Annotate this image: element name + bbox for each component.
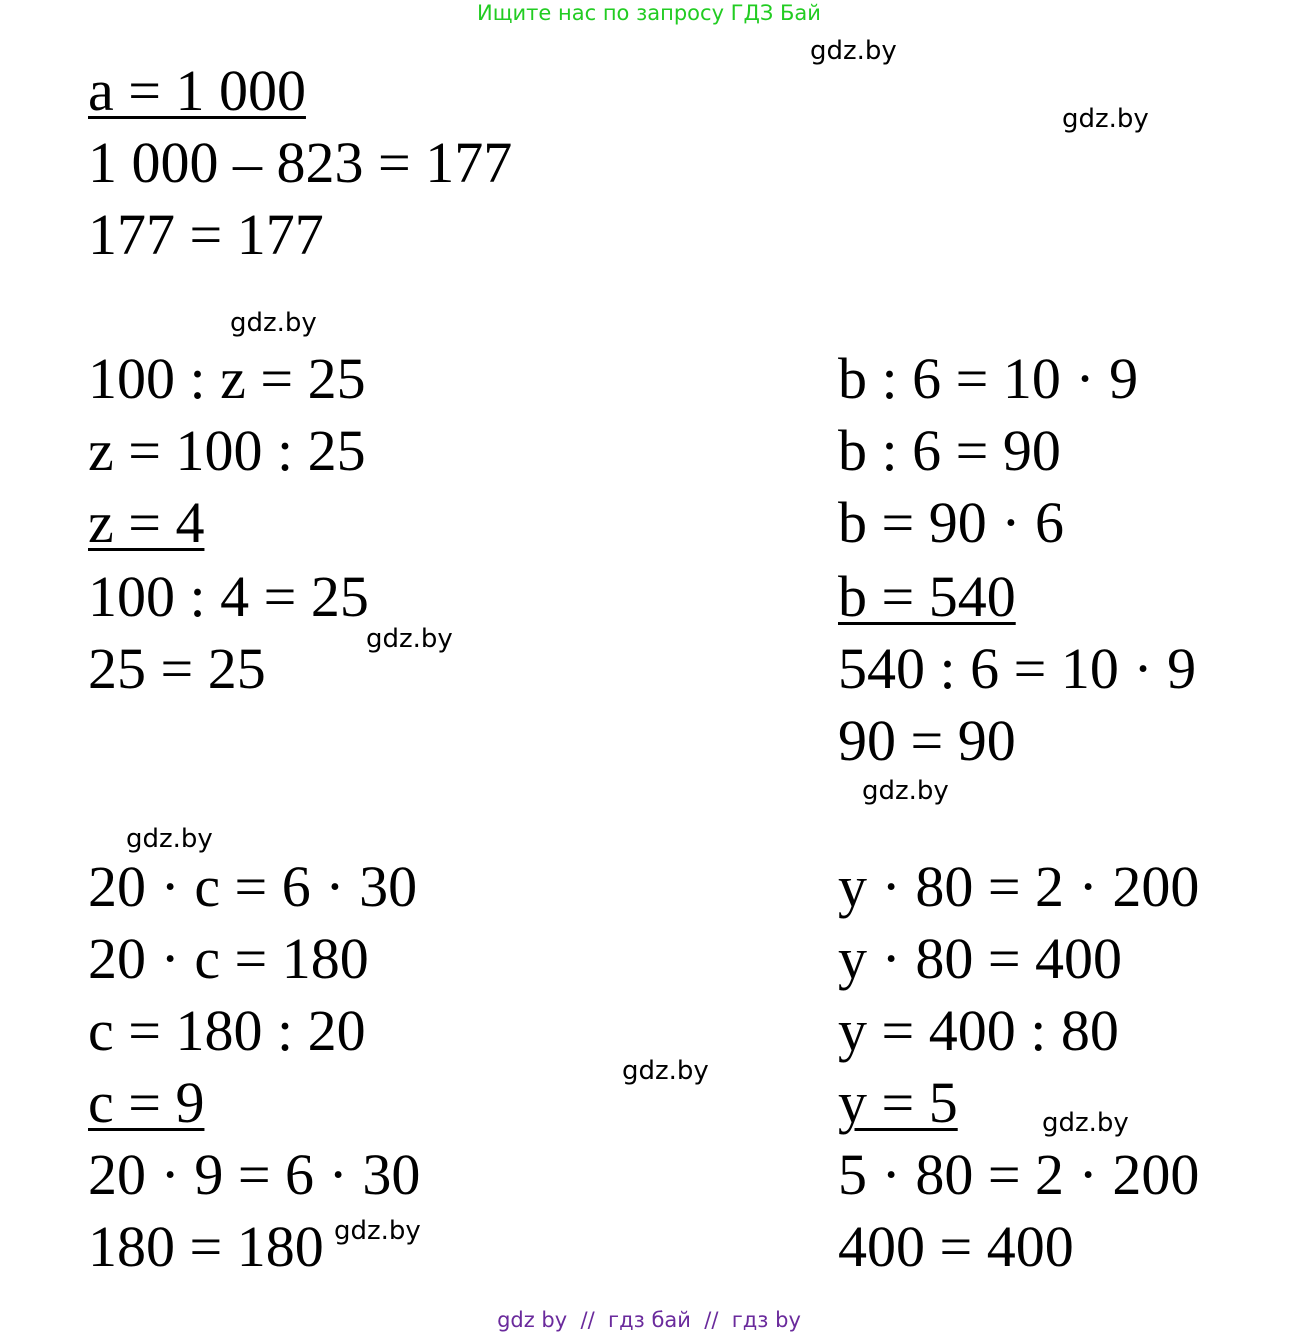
answer-line: a = 1 000 bbox=[88, 58, 306, 123]
equation-line: b = 90 · 6 bbox=[838, 490, 1065, 555]
equation-line: 20 · c = 180 bbox=[88, 926, 369, 991]
check-line: 25 = 25 bbox=[88, 636, 266, 701]
watermark: gdz.by bbox=[810, 36, 897, 66]
search-banner: Ищите нас по запросу ГДЗ Бай bbox=[477, 1, 821, 25]
equation-line: 20 · c = 6 · 30 bbox=[88, 854, 418, 919]
check-line: 20 · 9 = 6 · 30 bbox=[88, 1142, 421, 1207]
check-line: 5 · 80 = 2 · 200 bbox=[838, 1142, 1200, 1207]
equation-line: z = 100 : 25 bbox=[88, 418, 366, 483]
watermark: gdz.by bbox=[366, 624, 453, 654]
check-line: 100 : 4 = 25 bbox=[88, 564, 369, 629]
check-line: 177 = 177 bbox=[88, 202, 324, 267]
check-line: 540 : 6 = 10 · 9 bbox=[838, 636, 1197, 701]
answer-line: c = 9 bbox=[88, 1070, 205, 1135]
watermark: gdz.by bbox=[1042, 1108, 1129, 1138]
equation-line: c = 180 : 20 bbox=[88, 998, 366, 1063]
equation-line: b : 6 = 10 · 9 bbox=[838, 346, 1139, 411]
equation-line: y · 80 = 400 bbox=[838, 926, 1123, 991]
watermark: gdz.by bbox=[334, 1216, 421, 1246]
check-line: 90 = 90 bbox=[838, 708, 1016, 773]
footer-links: gdz by // гдз бай // гдз by bbox=[497, 1308, 801, 1332]
watermark: gdz.by bbox=[1062, 104, 1149, 134]
answer-line: z = 4 bbox=[88, 490, 205, 555]
answer-line: y = 5 bbox=[838, 1070, 958, 1135]
equation-line: b : 6 = 90 bbox=[838, 418, 1061, 483]
check-line: 180 = 180 bbox=[88, 1214, 324, 1279]
check-line: 400 = 400 bbox=[838, 1214, 1074, 1279]
equation-line: y = 400 : 80 bbox=[838, 998, 1119, 1063]
equation-line: 1 000 – 823 = 177 bbox=[88, 130, 513, 195]
answer-line: b = 540 bbox=[838, 564, 1016, 629]
watermark: gdz.by bbox=[126, 824, 213, 854]
watermark: gdz.by bbox=[622, 1056, 709, 1086]
equation-line: y · 80 = 2 · 200 bbox=[838, 854, 1200, 919]
watermark: gdz.by bbox=[230, 308, 317, 338]
watermark: gdz.by bbox=[862, 776, 949, 806]
equation-line: 100 : z = 25 bbox=[88, 346, 366, 411]
